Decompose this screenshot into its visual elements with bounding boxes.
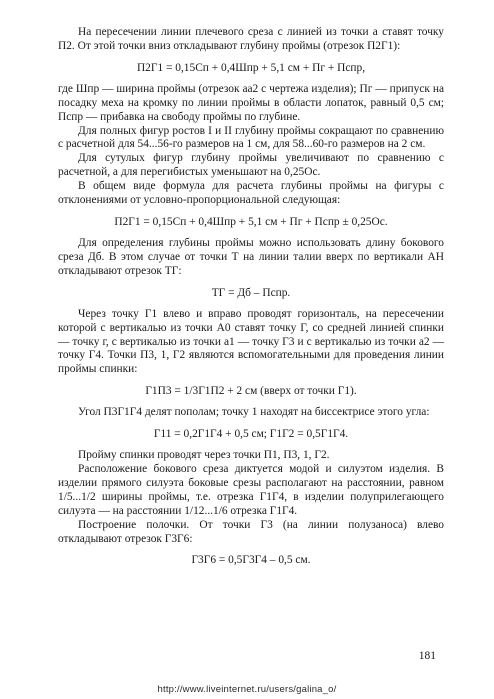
formula: Г3Г6 = 0,5Г3Г4 – 0,5 см. xyxy=(191,554,311,567)
paragraph: Для определения глубины проймы можно использовать длину бокового среза Дб. В этом случае от точки Т на линии талии вверх по вертикали АН откладывают отрезок ТГ: xyxy=(58,236,444,277)
paragraph: Через точку Г1 влево и вправо проводят горизонталь, на пересечении которой с вертикалью из точки А0 ставят точку Г, со средней линией спинки — точку г, с вертикалью из точки а1 — точку Г3 и с вертикалью из точки а2 — точку Г4. Точки П3, 1, Г2 являются вспомогательными для проведения линии проймы спинки: xyxy=(58,307,444,376)
footer-url[interactable]: http://www.liveinternet.ru/users/galina_o/ xyxy=(157,684,337,695)
paragraph: Расположение бокового среза диктуется модой и силуэтом изделия. В изделии прямого силуэта боковые срезы располагают на расстоянии, равном 1/5...1/2 ширины проймы, т.е. отрезка Г1Г4, в изделии полуприлегающего силуэта — на расстоянии 1/12...1/6 отрезка Г1Г4. xyxy=(58,463,444,517)
page-number: 181 xyxy=(418,650,436,662)
formula: ТГ = Дб – Пспр. xyxy=(211,286,291,299)
paragraph: Угол П3Г1Г4 делят пополам; точку 1 находят на биссектрисе этого угла: xyxy=(78,406,430,419)
paragraph: где Шпр — ширина проймы (отрезок аа2 с чертежа изделия); Пг — припуск на посадку меха на кромку по линии проймы в области лопаток, равный 0,5 см; Пспр — прибавка на свободу проймы по глубине. xyxy=(58,82,444,123)
paragraph: Пройму спинки проводят через точки П1, П3, 1, Г2. xyxy=(78,449,330,462)
paragraph: Для сутулых фигур глубину проймы увеличивают по сравнению с расчетной, а для перегибистых уменьшают на 0,25Ос. xyxy=(58,152,444,179)
formula: Г1П3 = 1/3Г1П2 + 2 см (вверх от точки Г1). xyxy=(145,385,357,398)
formula: П2Г1 = 0,15Сп + 0,4Шпр + 5,1 см + Пг + Пспр, xyxy=(136,61,366,74)
paragraph: Для полных фигур ростов I и II глубину проймы сокращают по сравнению с расчетной для 54...56-го размеров на 1 см, для 58...60-го размеров на 2 см. xyxy=(58,124,444,151)
formula: П2Г1 = 0,15Сп + 0,4Шпр + 5,1 см + Пг + Пспр ± 0,25Ос. xyxy=(114,215,388,228)
paragraph: В общем виде формула для расчета глубины проймы на фигуры с отклонениями от условно-пропорциональной следующая: xyxy=(58,180,444,207)
formula: Г11 = 0,2Г1Г4 + 0,5 см; Г1Г2 = 0,5Г1Г4. xyxy=(153,428,349,441)
paragraph: На пересечении линии плечевого среза с линией из точки а ставят точку П2. От этой точки вниз откладывают глубину проймы (отрезок П2Г1): xyxy=(58,26,444,52)
paragraph: Построение полочки. От точки Г3 (на линии полузаноса) влево откладывают отрезок Г3Г6: xyxy=(58,518,444,545)
